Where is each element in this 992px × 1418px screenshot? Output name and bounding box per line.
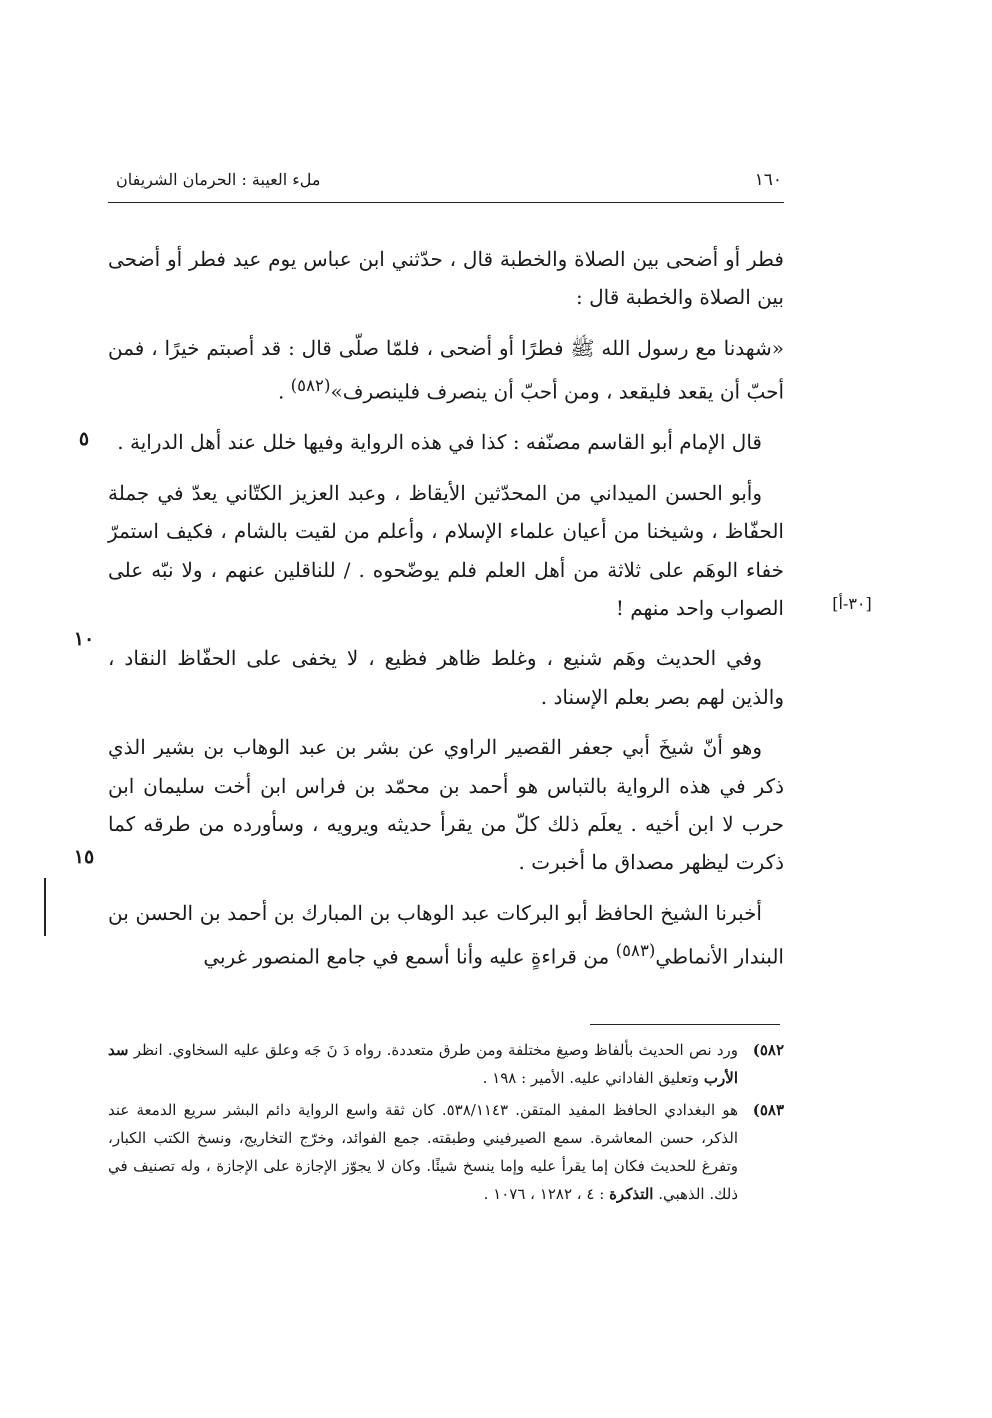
footnote-text: ورد نص الحديث بألفاظ وصيغ مختلفة ومن طرق متعددة. رواه دَ نَ جَه وعلق عليه السخاوي. انظر: [128, 1041, 738, 1059]
margin-bar: [44, 878, 46, 936]
footnote-text: هو البغدادي الحافظ المفيد المتقن. ٥٣٨/١١٤٣. كان ثقة واسع الرواية دائم البشر سريع الدمعة عند الذكر، حسن المعاشرة. سمع الصيرفيني وطبقته. جمع الفوائد، وخرّج التخاريج، ونسخ الكتب الكبار، وتفرغ للحديث فكان إما يقرأ عليه وإما ينسخ شيئًا. وكان لا يجوّز الإجازة على الإجازة ، وله تصنيف في ذلك. الذهبي.: [108, 1101, 738, 1203]
book-title: التذكرة: [609, 1185, 654, 1203]
footnote-ref: (٥٨٣): [615, 941, 656, 961]
footnote-text: : ٤ ، ١٢٨٢ ، ١٠٧٦ .: [483, 1185, 610, 1203]
footnote-583: [108, 1096, 784, 1208]
line-number-10: ١٠: [73, 628, 95, 650]
paragraph: قال الإمام أبو القاسم مصنّفه : كذا في هذه الرواية وفيها خلل عند أهل الدراية .: [117, 430, 762, 455]
line-number-5: ٥: [78, 428, 90, 450]
quote-end: .: [277, 379, 291, 404]
running-title: ملء العيبة : الحرمان الشريفان: [116, 170, 321, 189]
line-number-15: ١٥: [73, 846, 95, 868]
footnote-text: وتعليق الفاداني عليه. الأمير : ١٩٨ .: [482, 1069, 704, 1087]
paragraph: وهو أنّ شيخَ أبي جعفر القصير الراوي عن بشر بن عبد الوهاب بن بشير الذي ذكر في هذه الرواية بالتباس هو أحمد بن محمّد بن فراس ابن أخت سليمان ابن حرب لا ابن أخيه . يعلَم ذلك كلّ من يقرأ حديثه ويرويه ، وسأورده من طرقه كما ذكرت ليظهر مصداق ما أخبرت .: [108, 735, 784, 875]
folio-marker: [٣٠-أ]: [832, 594, 872, 613]
header-rule: [108, 202, 784, 203]
footnotes: [108, 1036, 784, 1212]
book-title: سد الأرب: [108, 1041, 738, 1087]
paragraph: وفي الحديث وهَم شنيع ، وغلط ظاهر فظيع ، لا يخفى على الحفّاظ النقاد ، والذين لهم بصر بعلم الإسناد .: [108, 646, 784, 709]
footnote-number: ٥٨٢): [752, 1041, 784, 1059]
hadith-quote: [108, 329, 784, 411]
paragraph-text: أخبرنا الشيخ الحافظ أبو البركات عبد الوهاب بن المبارك بن أحمد بن الحسن بن البندار الأنماطي: [108, 900, 784, 969]
footnote-rule: [590, 1024, 780, 1025]
footnote-number: ٥٨٣): [752, 1101, 784, 1119]
paragraph: فطر أو أضحى بين الصلاة والخطبة قال ، حدّثني ابن عباس يوم عيد فطر أو أضحى بين الصلاة والخطبة قال :: [108, 247, 784, 310]
footnote-ref: (٥٨٢): [290, 376, 331, 396]
main-text: [108, 240, 784, 988]
footnote-582: [108, 1036, 784, 1092]
quote-text: «شهدنا مع رسول الله ﷺ فطرًا أو أضحى ، فلمّا صلّى قال : قد أصبتم خيرًا ، فمن أحبّ أن يقعد فليقعد ، ومن أحبّ أن ينصرف فلينصرف»: [108, 335, 784, 404]
paragraph: [108, 894, 784, 976]
paragraph: وأبو الحسن الميداني من المحدّثين الأيقاظ ، وعبد العزيز الكتّاني يعدّ في جملة الحفّاظ ، وشيخنا من أعيان علماء الإسلام ، وأعلم من لقيت بالشام ، فكيف استمرّ خفاء الوهَم على ثلاثة من أهل العلم فلم يوضّحوه . / للناقلين عنهم ، ولا نبّه على الصواب واحد منهم !: [108, 480, 784, 620]
paragraph-text: من قراءةٍ عليه وأنا أسمع في جامع المنصور غربي: [203, 944, 616, 969]
running-head: [110, 170, 782, 196]
page-number: ١٦٠: [754, 170, 782, 190]
